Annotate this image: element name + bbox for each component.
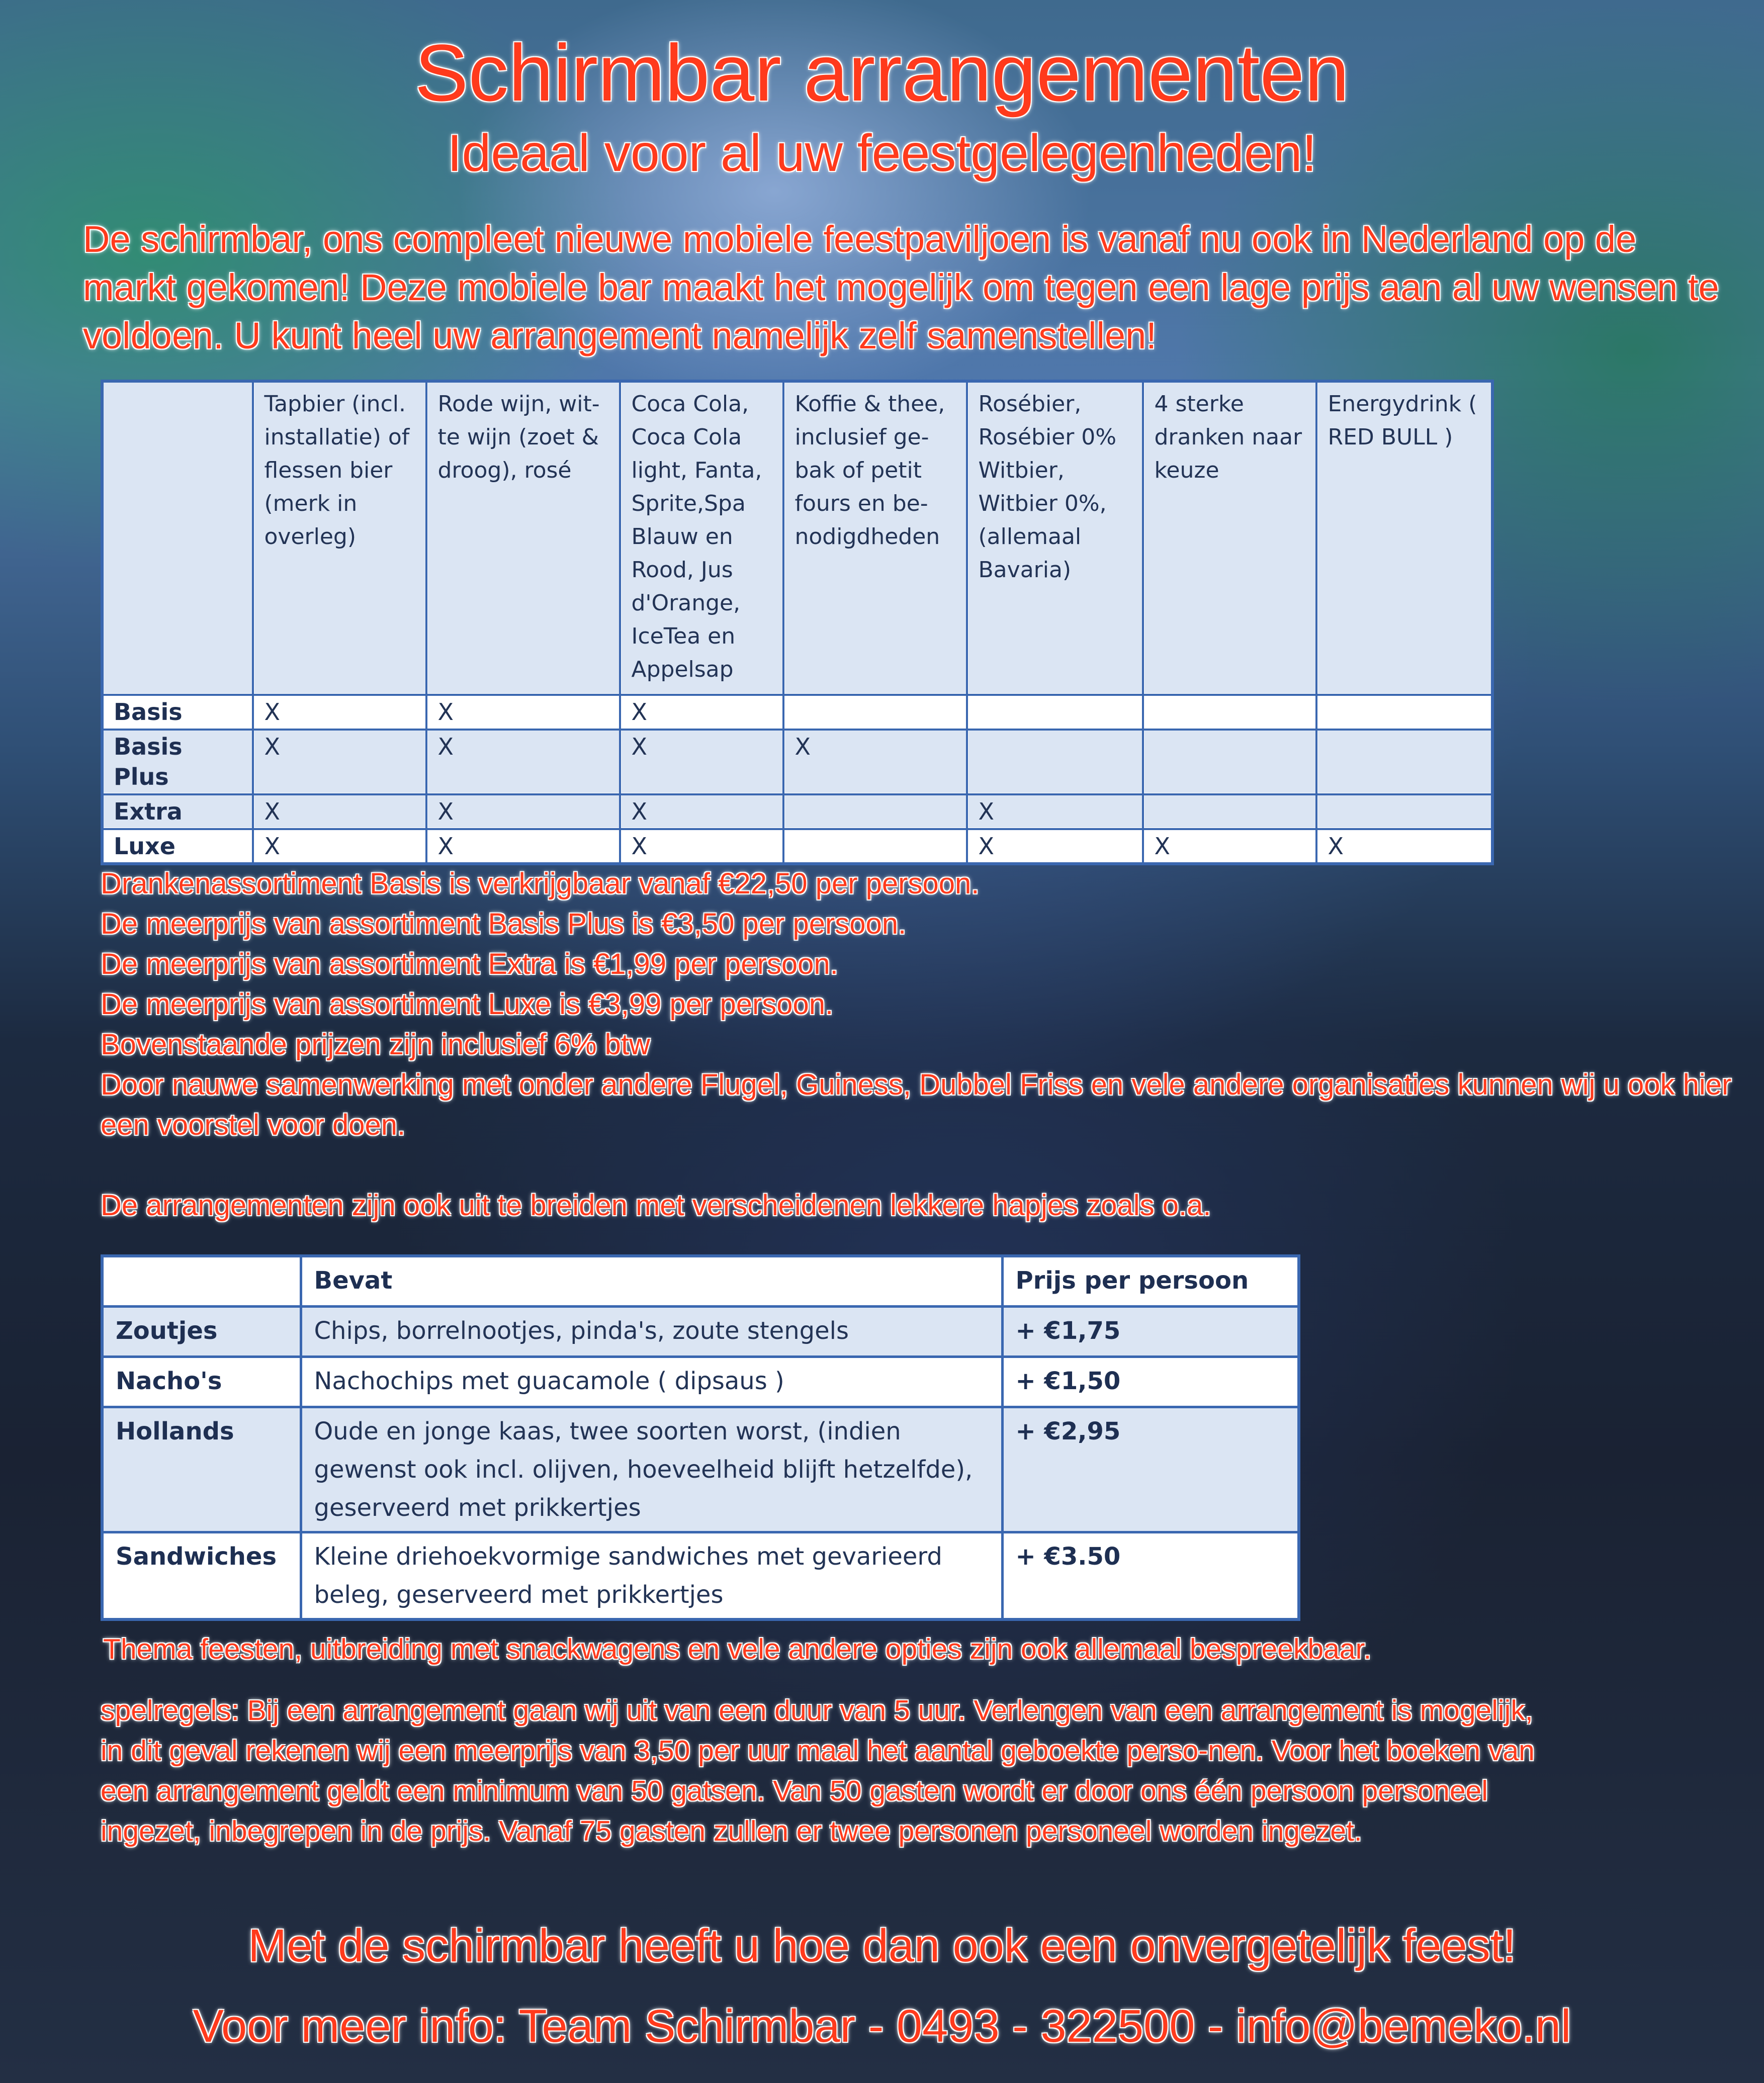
row-label: Basis [102, 695, 253, 730]
snack-price: + €3.50 [1002, 1532, 1299, 1619]
price-line: Door nauwe samenwerking met onder andere Flugel, Guiness, Dubbel Friss en vele andere organisaties kunnen wij u ook hier een voorstel voor doen. [101, 1068, 1732, 1141]
price-line: De meerprijs van assortiment Luxe is €3,99 per persoon. [101, 988, 834, 1021]
table-row [102, 1407, 1299, 1532]
check-mark: X [253, 695, 426, 730]
page-subtitle: Ideaal voor al uw feestgelegenheden! [447, 124, 1317, 183]
rules-paragraph: spelregels: Bij een arrangement gaan wij uit van een duur van 5 uur. Verlengen van een arrangement is mogelijk, in dit geval rekenen wij een meerprijs van 3,50 per uur maal het aantal geboekte perso-nen. Voor het boeken van een arrangement geldt een minimum van 50 gatsen. Van 50 gasten wordt er door ons één persoon personeel ingezet, inbegrepen in de prijs. Vanaf 75 gasten zullen er twee personen personeel worden ingezet. [101, 1694, 1535, 1847]
snack-name: Sandwiches [102, 1532, 301, 1619]
table-row [102, 794, 1492, 829]
check-mark [783, 794, 967, 829]
check-mark [1316, 730, 1492, 794]
table-row [102, 1306, 1299, 1356]
price-line: De meerprijs van assortiment Basis Plus is €3,50 per persoon. [101, 908, 907, 940]
drinks-header-cell: Coca Cola, Coca Cola light, Fanta, Sprite,Spa Blauw en Rood, Jus d'Orange, IceTea en Appelsap [620, 381, 783, 695]
check-mark [1316, 695, 1492, 730]
check-mark: X [620, 695, 783, 730]
snack-contents: Kleine driehoekvormige sandwiches met gevarieerd beleg, geserveerd met prikkertjes [301, 1532, 1002, 1619]
snack-contents: Oude en jonge kaas, twee soorten worst, (indien gewenst ook incl. olijven, hoeveelheid blijft hetzelfde), geserveerd met prikkertjes [301, 1407, 1002, 1532]
thema-note: Thema feesten, uitbreiding met snackwagens en vele andere opties zijn ook allemaal bespreekbaar. [103, 1633, 1372, 1665]
drinks-table-header-row [102, 381, 1492, 695]
check-mark: X [426, 829, 620, 864]
check-mark: X [967, 794, 1143, 829]
check-mark: X [620, 794, 783, 829]
check-mark: X [1316, 829, 1492, 864]
price-info [101, 864, 1755, 1226]
check-mark [783, 829, 967, 864]
snack-name: Zoutjes [102, 1306, 301, 1356]
check-mark: X [1143, 829, 1316, 864]
snack-price: + €2,95 [1002, 1407, 1299, 1532]
check-mark: X [426, 730, 620, 794]
snacks-table-header-row [102, 1256, 1299, 1306]
check-mark [1143, 730, 1316, 794]
snacks-header-cell: Prijs per persoon [1002, 1256, 1299, 1306]
check-mark: X [620, 829, 783, 864]
check-mark: X [426, 794, 620, 829]
check-mark: X [253, 730, 426, 794]
check-mark: X [783, 730, 967, 794]
snacks-table [101, 1254, 1300, 1621]
drinks-table [101, 380, 1494, 865]
row-label: Basis Plus [102, 730, 253, 794]
check-mark [1143, 695, 1316, 730]
price-line: Drankenassortiment Basis is verkrijgbaar vanaf €22,50 per persoon. [101, 867, 980, 900]
closing-line: Met de schirmbar heeft u hoe dan ook een onvergetelijk feest! [248, 1920, 1516, 1971]
snack-name: Hollands [102, 1407, 301, 1532]
check-mark: X [253, 794, 426, 829]
snacks-header-cell [102, 1256, 301, 1306]
check-mark [1143, 794, 1316, 829]
row-label: Extra [102, 794, 253, 829]
snack-name: Nacho's [102, 1356, 301, 1407]
table-row [102, 1356, 1299, 1407]
drinks-header-cell [102, 381, 253, 695]
snack-price: + €1,50 [1002, 1356, 1299, 1407]
table-row [102, 1532, 1299, 1619]
snack-price: + €1,75 [1002, 1306, 1299, 1356]
page-title: Schirmbar arrangementen [414, 28, 1350, 118]
price-line: Bovenstaande prijzen zijn inclusief 6% btw [101, 1028, 650, 1061]
table-row [102, 730, 1492, 794]
row-label: Luxe [102, 829, 253, 864]
price-line: De meerprijs van assortiment Extra is €1,99 per persoon. [101, 948, 838, 980]
check-mark: X [426, 695, 620, 730]
drinks-header-cell: Rode wijn, wit-te wijn (zoet & droog), rosé [426, 381, 620, 695]
check-mark [967, 695, 1143, 730]
check-mark [967, 730, 1143, 794]
snack-contents: Chips, borrelnootjes, pinda's, zoute stengels [301, 1306, 1002, 1356]
check-mark [1316, 794, 1492, 829]
snack-contents: Nachochips met guacamole ( dipsaus ) [301, 1356, 1002, 1407]
check-mark: X [253, 829, 426, 864]
intro-paragraph: De schirmbar, ons compleet nieuwe mobiele feestpaviljoen is vanaf nu ook in Nederland op de markt gekomen! Deze mobiele bar maakt het mogelijk om tegen een lage prijs aan al uw wensen te voldoen. U kunt heel uw arrangement namelijk zelf samenstellen! [83, 218, 1719, 356]
drinks-header-cell: Koffie & thee, inclusief ge-bak of petit fours en be-nodigdheden [783, 381, 967, 695]
snacks-intro: De arrangementen zijn ook uit te breiden met verscheidenen lekkere hapjes zoals o.a. [101, 1189, 1211, 1222]
check-mark: X [967, 829, 1143, 864]
snacks-header-cell: Bevat [301, 1256, 1002, 1306]
contact-line: Voor meer info: Team Schirmbar - 0493 - 322500 - info@bemeko.nl [193, 2001, 1571, 2052]
table-row [102, 695, 1492, 730]
drinks-header-cell: Tapbier (incl. installatie) of flessen bier (merk in overleg) [253, 381, 426, 695]
check-mark: X [620, 730, 783, 794]
drinks-header-cell: 4 sterke dranken naar keuze [1143, 381, 1316, 695]
table-row [102, 829, 1492, 864]
drinks-header-cell: Energydrink ( RED BULL ) [1316, 381, 1492, 695]
drinks-header-cell: Rosébier, Rosébier 0% Witbier, Witbier 0%, (allemaal Bavaria) [967, 381, 1143, 695]
check-mark [783, 695, 967, 730]
